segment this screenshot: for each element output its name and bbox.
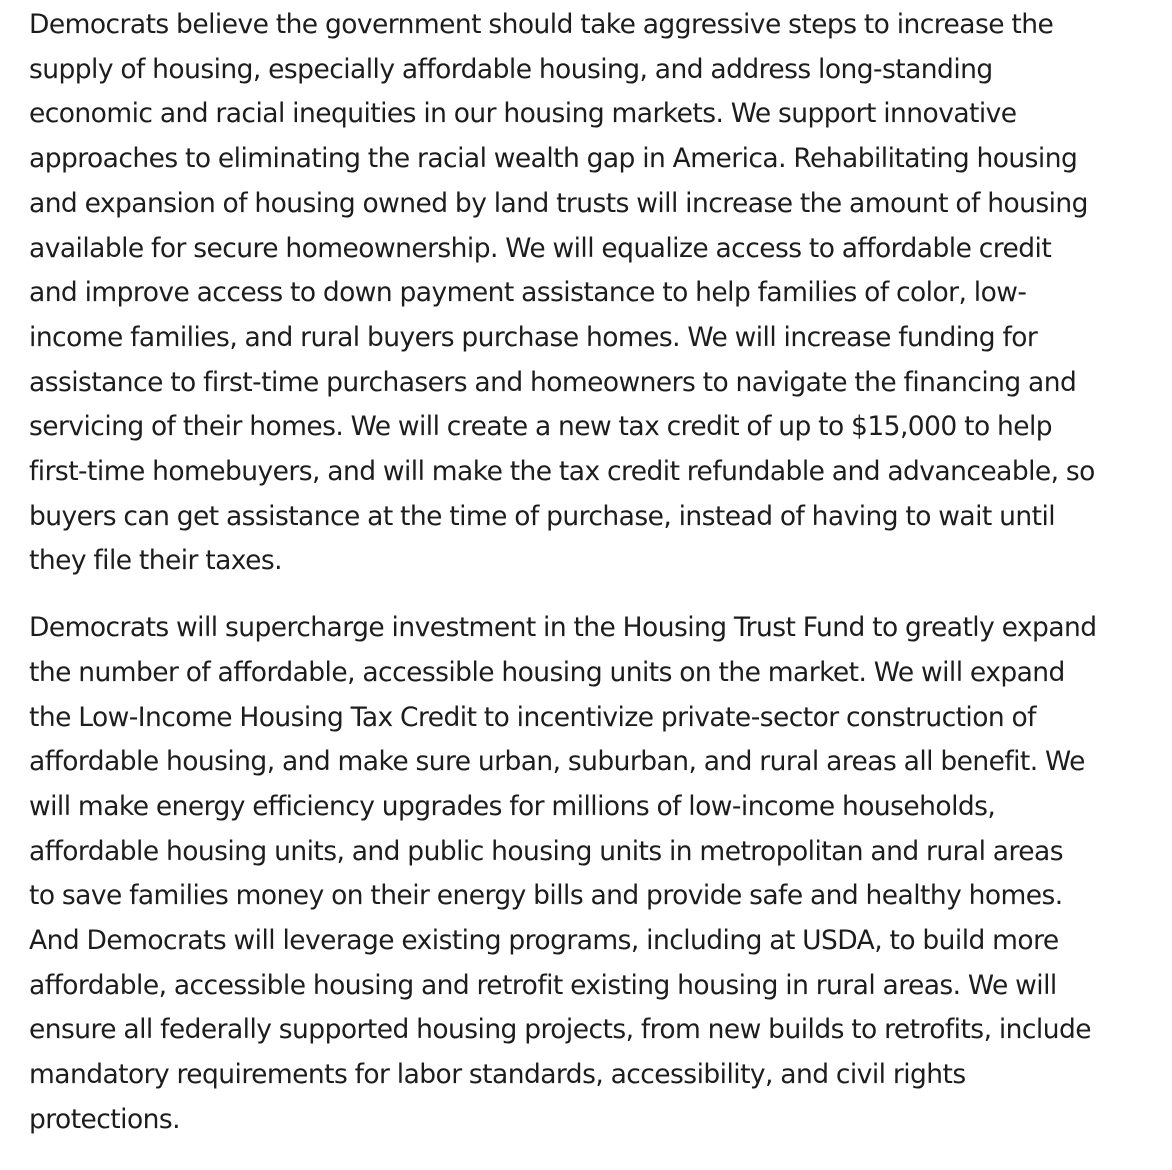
text-line: mandatory requirements for labor standards, accessibility, and civil rights (29, 1059, 966, 1091)
text-line: Democrats believe the government should take aggressive steps to increase the (29, 9, 1054, 40)
text-line: assistance to first-time purchasers and homeowners to navigate the financing and (29, 366, 1077, 398)
text-line: approaches to eliminating the racial wealth gap in America. Rehabilitating housing (29, 143, 1078, 175)
text-line: affordable housing units, and public housing units in metropolitan and rural areas (29, 835, 1063, 867)
text-line: the Low-Income Housing Tax Credit to incentivize private-sector construction of (29, 701, 1036, 733)
text-line: first-time homebuyers, and will make the tax credit refundable and advanceable, so (29, 456, 1095, 488)
text-line: available for secure homeownership. We will equalize access to affordable credit (29, 232, 1052, 264)
text-line: income families, and rural buyers purchase homes. We will increase funding for (29, 321, 1038, 353)
text-line: affordable, accessible housing and retrofit existing housing in rural areas. We will (29, 969, 1057, 1001)
text-line: the number of affordable, accessible housing units on the market. We will expand (29, 656, 1065, 688)
paragraph-1 (29, 3, 1139, 584)
paragraph-2 (29, 606, 1139, 1142)
text-line: Democrats will supercharge investment in the Housing Trust Fund to greatly expand (29, 612, 1097, 644)
text-line: buyers can get assistance at the time of purchase, instead of having to wait until (29, 500, 1056, 532)
document-body (29, 3, 1139, 1143)
text-line: ensure all federally supported housing projects, from new builds to retrofits, include (29, 1014, 1091, 1046)
text-line: and expansion of housing owned by land trusts will increase the amount of housing (29, 187, 1088, 219)
text-line: they file their taxes. (29, 545, 282, 577)
text-line: to save families money on their energy bills and provide safe and healthy homes. (29, 880, 1063, 912)
text-line: and improve access to down payment assistance to help families of color, low- (29, 277, 1027, 309)
text-line: affordable housing, and make sure urban, suburban, and rural areas all benefit. We (29, 746, 1085, 778)
text-line: economic and racial inequities in our housing markets. We support innovative (29, 98, 1017, 130)
text-line: will make energy efficiency upgrades for millions of low-income households, (29, 790, 996, 822)
text-line: And Democrats will leverage existing programs, including at USDA, to build more (29, 925, 1059, 957)
text-line: supply of housing, especially affordable housing, and address long-standing (29, 53, 993, 85)
text-line: protections. (29, 1103, 181, 1135)
text-line: servicing of their homes. We will create a new tax credit of up to $15,000 to help (29, 411, 1053, 443)
